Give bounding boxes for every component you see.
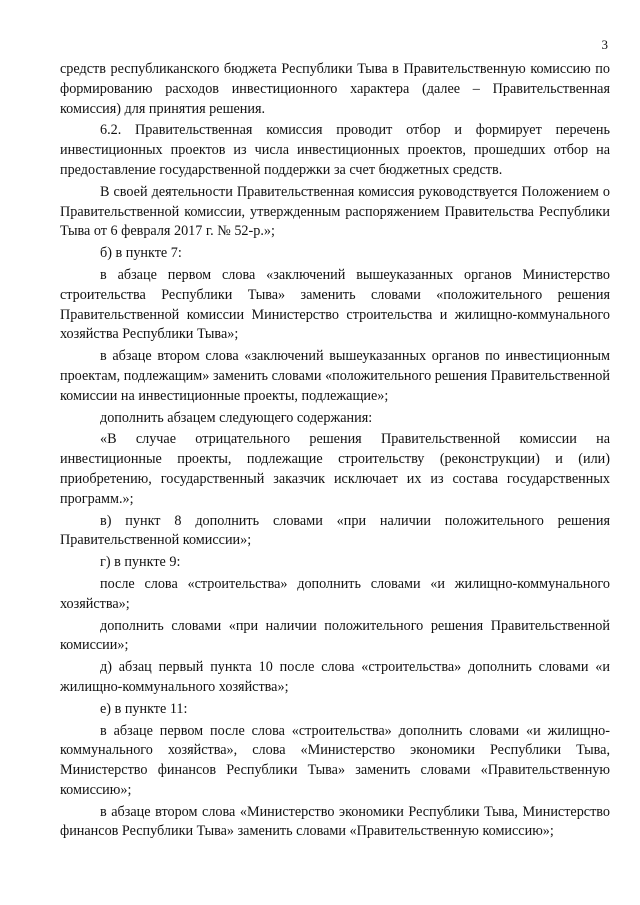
paragraph-commission-guidance: В своей деятельности Правительственная комиссия руководствуется Положением о Правительственной комиссии, утвержденным распоряжением Правительства Республики Тыва от 6 февраля 2017 г. № 52-р.»; bbox=[60, 183, 610, 240]
paragraph-item-d: д) абзац первый пункта 10 после слова «строительства» дополнить словами «и жилищно-коммунального хозяйства»; bbox=[60, 659, 610, 695]
paragraph-7-first-abzac: в абзаце первом слова «заключений вышеуказанных органов Министерство строительства Республики Тыва» заменить словами «положительного решения Правительственной комиссии Министерство строительства и жилищно-коммунального хозяйства Республики Тыва»; bbox=[60, 266, 610, 343]
page-number: 3 bbox=[601, 37, 608, 52]
paragraph-item-b: б) в пункте 7: bbox=[100, 245, 182, 262]
paragraph-continuation: средств республиканского бюджета Республики Тыва в Правительственную комиссию по формированию расходов инвестиционного характера (далее – Правительственная комиссия) для принятия решения. bbox=[60, 61, 610, 117]
paragraph-item-e: е) в пункте 11: bbox=[100, 700, 188, 717]
paragraph-item-g: г) в пункте 9: bbox=[100, 554, 181, 571]
paragraph-item-v: в) пункт 8 дополнить словами «при наличии положительного решения Правительственной комиссии»; bbox=[60, 512, 610, 549]
paragraph-11-first-abzac: в абзаце первом после слова «строительства» дополнить словами «и жилищно-коммунального хозяйства», слова «Министерство экономики Республики Тыва, Министерство финансов Республики Тыва» заменить словами «Правительственную комиссию»; bbox=[60, 722, 610, 798]
paragraph-add-abzac: дополнить абзацем следующего содержания: bbox=[100, 409, 373, 426]
paragraph-9-add-words: дополнить словами «при наличии положительного решения Правительственной комиссии»; bbox=[60, 617, 610, 654]
paragraph-6-2: 6.2. Правительственная комиссия проводит отбор и формирует перечень инвестиционных проектов из числа инвестиционных проектов, прошедших отбор на предоставление государственной поддержки за счет бюджетных средств. bbox=[60, 122, 610, 178]
paragraph-11-second-abzac: в абзаце втором слова «Министерство экономики Республики Тыва, Министерство финансов Республики Тыва» заменить словами «Правительственную комиссию»; bbox=[60, 803, 610, 840]
paragraph-9-after-word: после слова «строительства» дополнить словами «и жилищно-коммунального хозяйства»; bbox=[60, 575, 610, 612]
paragraph-negative-decision: «В случае отрицательного решения Правительственной комиссии на инвестиционные проекты, подлежащие строительству (реконструкции) и (или) приобретению, государственный заказчик исключает их из состава государственных программ.»; bbox=[60, 431, 610, 507]
document-body bbox=[60, 60, 610, 842]
paragraph-7-second-abzac: в абзаце втором слова «заключений вышеуказанных органов по инвестиционным проектам, подлежащим» заменить словами «положительного решения Правительственной комиссии на инвестиционные проекты, подлежащие»; bbox=[60, 348, 610, 404]
